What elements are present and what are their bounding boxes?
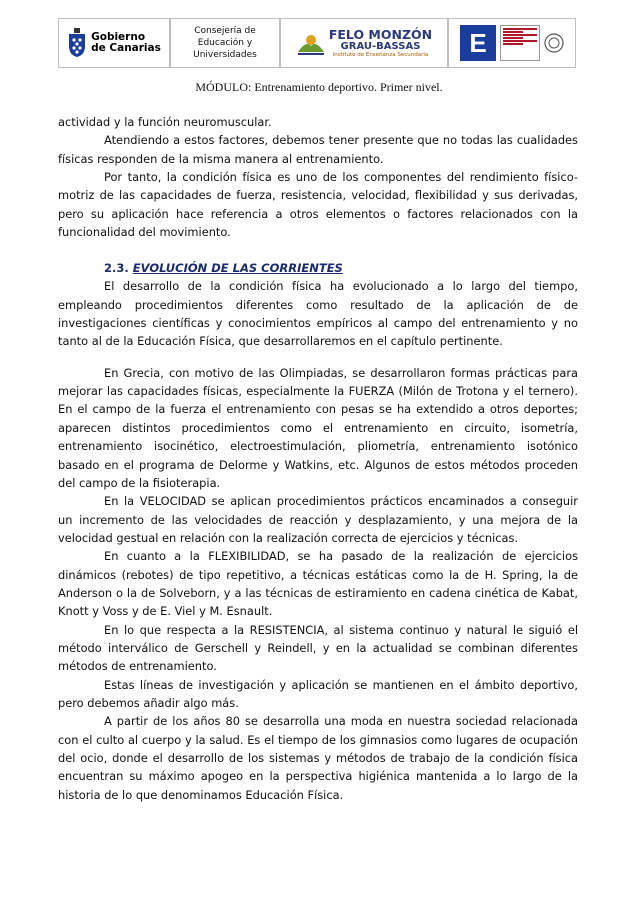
coat-of-arms-icon: [67, 28, 87, 58]
paragraph-5: En la VELOCIDAD se aplican procedimientos prácticos encaminados a conseguir un incremento de las velocidades de reacción y desplazamiento, y una mejora de la velocidad gestual en relación con la realización correcta de ejercicios y técnicas.: [58, 494, 578, 545]
partner-logos-cell: [448, 18, 576, 68]
e-logo: E: [460, 25, 496, 61]
paragraph-2: Por tanto, la condición física es uno de los componentes del rendimiento físico-motriz de las capacidades de fuerza, resistencia, velocidad, flexibilidad y sus derivadas, pero su aplicación hace referencia a otros elementos o factores relacionados con la funcionalidad del movimiento.: [58, 170, 578, 240]
paragraph-4: En Grecia, con motivo de las Olimpiadas, se desarrollaron formas prácticas para mejorar las capacidades físicas, especialmente la FUERZA (Milón de Trotona y el ternero). En el campo de la fuerza el entrenamiento con pesas se ha extendido a otros deportes; aparecen distintos procedimientos como el entrenamiento en circuito, isometría, entrenamiento isocinético, electroestimulación, pliometría, entrenamiento isotónico basado en el programa de Delorme y Watkins, etc. Algunos de estos métodos proceden del campo de la fisioterapia.: [58, 365, 578, 490]
section-heading: [58, 259, 578, 277]
gobierno-logo: [67, 28, 161, 58]
page-header: [58, 18, 576, 68]
gobierno-line1: Gobierno: [91, 31, 146, 43]
school-emblem-icon: [296, 30, 326, 56]
consejeria-cell: [170, 18, 280, 68]
paragraph-0: actividad y la función neuromuscular.: [58, 115, 272, 129]
section-number: 2.3.: [104, 261, 129, 276]
seal-icon: [544, 33, 564, 53]
school-logo: [296, 28, 432, 59]
consejeria-line1: Consejería de: [194, 26, 256, 36]
paragraph-6: En cuanto a la FLEXIBILIDAD, se ha pasado de la realización de ejercicios dinámicos (rebotes) de tipo repetitivo, a técnicas estáticas como la de H. Spring, la de Anderson o la de Solveborn, y a las técnicas de estiramiento en cadena cinética de Kabat, Knott y Voss y de E. Viel y M. Esnault.: [58, 549, 578, 619]
section-title: EVOLUCIÓN DE LAS CORRIENTES: [132, 261, 343, 276]
paragraph-1: Atendiendo a estos factores, debemos tener presente que no todas las cualidades físicas responden de la misma manera al entrenamiento.: [58, 133, 578, 166]
document-body: [58, 113, 578, 804]
paragraph-3: El desarrollo de la condición física ha evolucionado a lo largo del tiempo, empleando procedimientos diferentes como resultado de la aplicación de de investigaciones científicas y conocimientos empíricos al campo del entrenamiento y no tanto al de la Educación Física, que desarrollaremos en el capítulo pertinente.: [58, 279, 578, 349]
school-name-line1: FELO MONZÓN: [328, 26, 433, 42]
gobierno-line2: de Canarias: [91, 42, 161, 54]
eu-fund-logo: [500, 25, 540, 61]
consejeria-line3: Universidades: [193, 50, 257, 60]
school-name-line2: GRAU-BASSAS: [340, 40, 421, 52]
paragraph-7: En lo que respecta a la RESISTENCIA, al sistema continuo y natural le siguió el método interválico de Gerschell y Reindell, y en la actualidad se combinan diferentes métodos de entrenamiento.: [58, 622, 578, 674]
paragraph-8: Estas líneas de investigación y aplicación se mantienen en el ámbito deportivo, pero debemos añadir algo más.: [58, 677, 578, 710]
module-title: MÓDULO: Entrenamiento deportivo. Primer nivel.: [195, 80, 443, 94]
gobierno-logo-cell: [58, 18, 170, 68]
paragraph-9: A partir de los años 80 se desarrolla una moda en nuestra sociedad relacionada con el culto al cuerpo y la salud. Es el tiempo de los gimnasios como lugares de ocupación del ocio, donde el desarrollo de los sistemas y métodos de trabajo de la condición física encuentran su máximo apogeo en la perspectiva higiénica mantenida a lo largo de la historia de lo que denominamos Educación Física.: [58, 714, 578, 802]
consejeria-line2: Educación y: [197, 38, 253, 48]
school-subtitle: Instituto de Enseñanza Secundaria: [332, 51, 429, 58]
school-logo-cell: [280, 18, 448, 68]
